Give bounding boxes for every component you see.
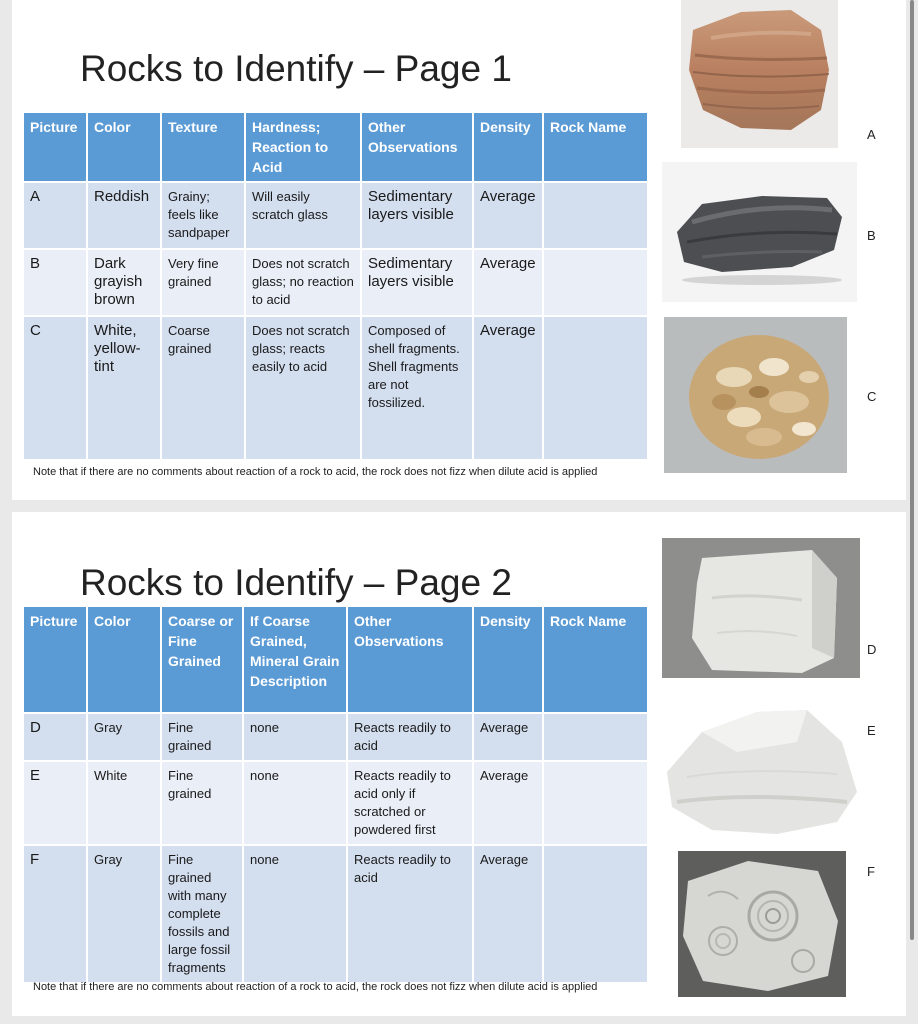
image-label: E [867,723,876,738]
image-label: B [867,228,876,243]
table-cell: Composed of shell fragments. Shell fragments are not fossilized. [361,316,473,460]
table-cell: Sedimentary layers visible [361,249,473,316]
table-cell: Reacts readily to acid [347,845,473,983]
slide-page-2 [12,512,906,1016]
table-cell: Reacts readily to acid only if scratched or powdered first [347,761,473,845]
table-cell: B [23,249,87,316]
rocks-table-page-1 [22,111,649,461]
column-header: Density [473,112,543,182]
table-cell [543,845,648,983]
table-cell: Average [473,249,543,316]
column-header: Color [87,112,161,182]
table-cell: Fine grained [161,761,243,845]
table-cell: White, yellow-tint [87,316,161,460]
table-cell: Sedimentary layers visible [361,182,473,249]
table-cell: Average [473,761,543,845]
scrollbar[interactable] [910,0,914,940]
page-title: Rocks to Identify – Page 1 [80,48,512,89]
table-cell: C [23,316,87,460]
table-cell: Fine grained [161,713,243,761]
table-row [23,713,648,761]
table-cell: A [23,182,87,249]
table-cell [543,316,648,460]
table-cell: Very fine grained [161,249,245,316]
image-label: C [867,389,877,404]
table-cell: Does not scratch glass; no reaction to acid [245,249,361,316]
column-header: Texture [161,112,245,182]
table-row [23,182,648,249]
table-cell: none [243,713,347,761]
table-cell: Gray [87,713,161,761]
table-cell: none [243,761,347,845]
column-header: Rock Name [543,606,648,713]
page-title: Rocks to Identify – Page 2 [80,562,512,603]
table-cell: Dark grayish brown [87,249,161,316]
column-header: Hardness; Reaction to Acid [245,112,361,182]
table-cell: Fine grained with many complete fossils and large fossil fragments [161,845,243,983]
table-cell: D [23,713,87,761]
acid-note: Note that if there are no comments about reaction of a rock to acid, the rock does not fizz when dilute acid is applied [33,981,598,993]
table-cell: none [243,845,347,983]
rock-d-photo [662,538,860,678]
image-label: F [867,864,875,879]
table-cell [543,761,648,845]
table-row [23,316,648,460]
table-cell: Will easily scratch glass [245,182,361,249]
table-cell: Reacts readily to acid [347,713,473,761]
table-cell: Coarse grained [161,316,245,460]
table-cell: Average [473,845,543,983]
column-header: If Coarse Grained, Mineral Grain Description [243,606,347,713]
table-row [23,761,648,845]
column-header: Coarse or Fine Grained [161,606,243,713]
table-cell: Reddish [87,182,161,249]
rock-f-photo [678,851,846,997]
rocks-table-page-2 [22,605,649,984]
column-header: Picture [23,606,87,713]
column-header: Density [473,606,543,713]
column-header: Other Observations [361,112,473,182]
rock-e-photo [657,702,862,840]
table-cell: Does not scratch glass; reacts easily to acid [245,316,361,460]
table-cell: White [87,761,161,845]
table-cell [543,182,648,249]
table-cell: Gray [87,845,161,983]
rock-b-photo [662,162,857,302]
column-header: Picture [23,112,87,182]
column-header: Other Observations [347,606,473,713]
table-header-row [23,112,648,182]
rock-c-photo [664,317,847,473]
slide-page-1 [12,0,906,500]
table-cell: Average [473,316,543,460]
table-cell [543,249,648,316]
acid-note: Note that if there are no comments about reaction of a rock to acid, the rock does not fizz when dilute acid is applied [33,466,598,478]
table-row [23,845,648,983]
table-cell: Average [473,182,543,249]
image-label: D [867,642,877,657]
column-header: Color [87,606,161,713]
table-row [23,249,648,316]
table-cell: E [23,761,87,845]
table-cell [543,713,648,761]
image-label: A [867,127,876,142]
column-header: Rock Name [543,112,648,182]
rock-a-photo [681,0,838,148]
table-cell: Grainy; feels like sandpaper [161,182,245,249]
table-header-row [23,606,648,713]
table-cell: F [23,845,87,983]
table-cell: Average [473,713,543,761]
